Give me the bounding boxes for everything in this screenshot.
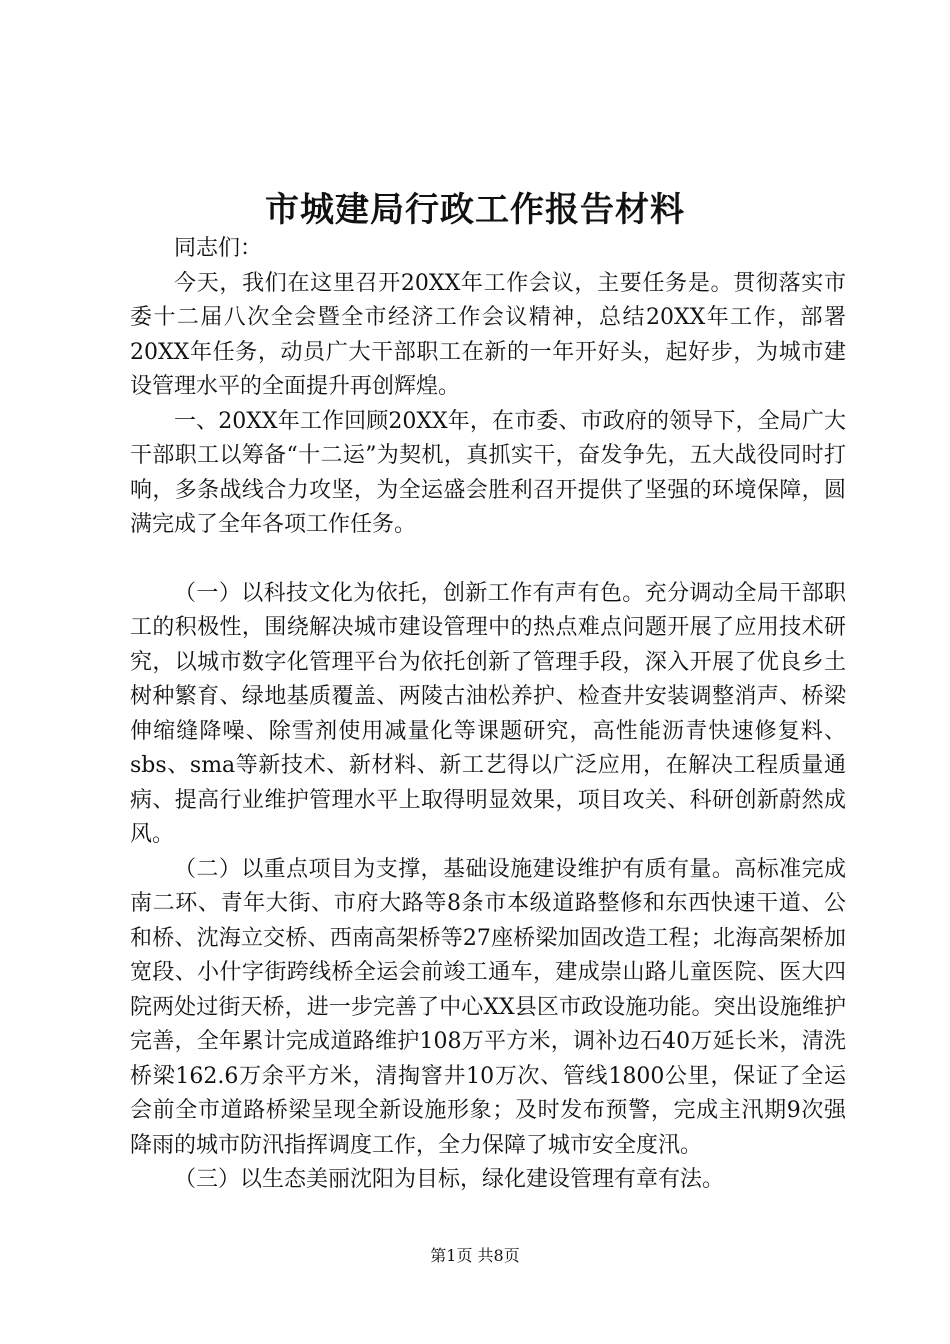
salutation: 同志们： bbox=[174, 236, 263, 261]
document-title: 市城建局行政工作报告材料 bbox=[265, 190, 685, 230]
paragraph-section-1: （一）以科技文化为依托，创新工作有声有色。充分调动全局干部职工的积极性，围绕解决城市建设管理中的热点难点问题开展了应用技术研究，以城市数字化管理平台为依托创新了管理手段，深入开展了优良乡土树种繁育、绿地基质覆盖、两陵古油松养护、检查井安装调整消声、桥梁伸缩缝降噪、除雪剂使用减量化等课题研究，高性能沥青快速修复料、sbs、sma等新技术、新材料、新工艺得以广泛应用，在解决工程质量通病、提高行业维护管理水平上取得明显效果，项目攻关、科研创新蔚然成风。 bbox=[130, 580, 846, 847]
paragraph-review: 一、20XX年工作回顾20XX年，在市委、市政府的领导下，全局广大干部职工以筹备“十二运”为契机，真抓实干，奋发争先，五大战役同时打响，多条战线合力攻坚，为全运盛会胜利召开提供了坚强的环境保障，圆满完成了全年各项工作任务。 bbox=[130, 408, 846, 537]
paragraph-section-3: （三）以生态美丽沈阳为目标，绿化建设管理有章有法。 bbox=[174, 1167, 725, 1192]
paragraph-section-2: （二）以重点项目为支撑，基础设施建设维护有质有量。高标准完成南二环、青年大街、市府大路等8条市本级道路整修和东西快速干道、公和桥、沈海立交桥、西南高架桥等27座桥梁加固改造工程；北海高架桥加宽段、小什字街跨线桥全运会前竣工通车，建成崇山路儿童医院、医大四院两处过街天桥，进一步完善了中心XX县区市政设施功能。突出设施维护完善，全年累计完成道路维护108万平方米，调补边石40万延长米，清洗桥梁162.6万余平方米，清掏窨井10万次、管线1800公里，保证了全运会前全市道路桥梁呈现全新设施形象；及时发布预警，完成主汛期9次强降雨的城市防汛指挥调度工作，全力保障了城市安全度汛。 bbox=[130, 856, 846, 1158]
paragraph-opening: 今天，我们在这里召开20XX年工作会议，主要任务是。贯彻落实市委十二届八次全会暨全市经济工作会议精神，总结20XX年工作，部署20XX年任务，动员广大干部职工在新的一年开好头，起好步，为城市建设管理水平的全面提升再创辉煌。 bbox=[130, 270, 846, 399]
page-footer: 第1页 共8页 bbox=[430, 1246, 520, 1265]
document-body bbox=[130, 232, 846, 1198]
